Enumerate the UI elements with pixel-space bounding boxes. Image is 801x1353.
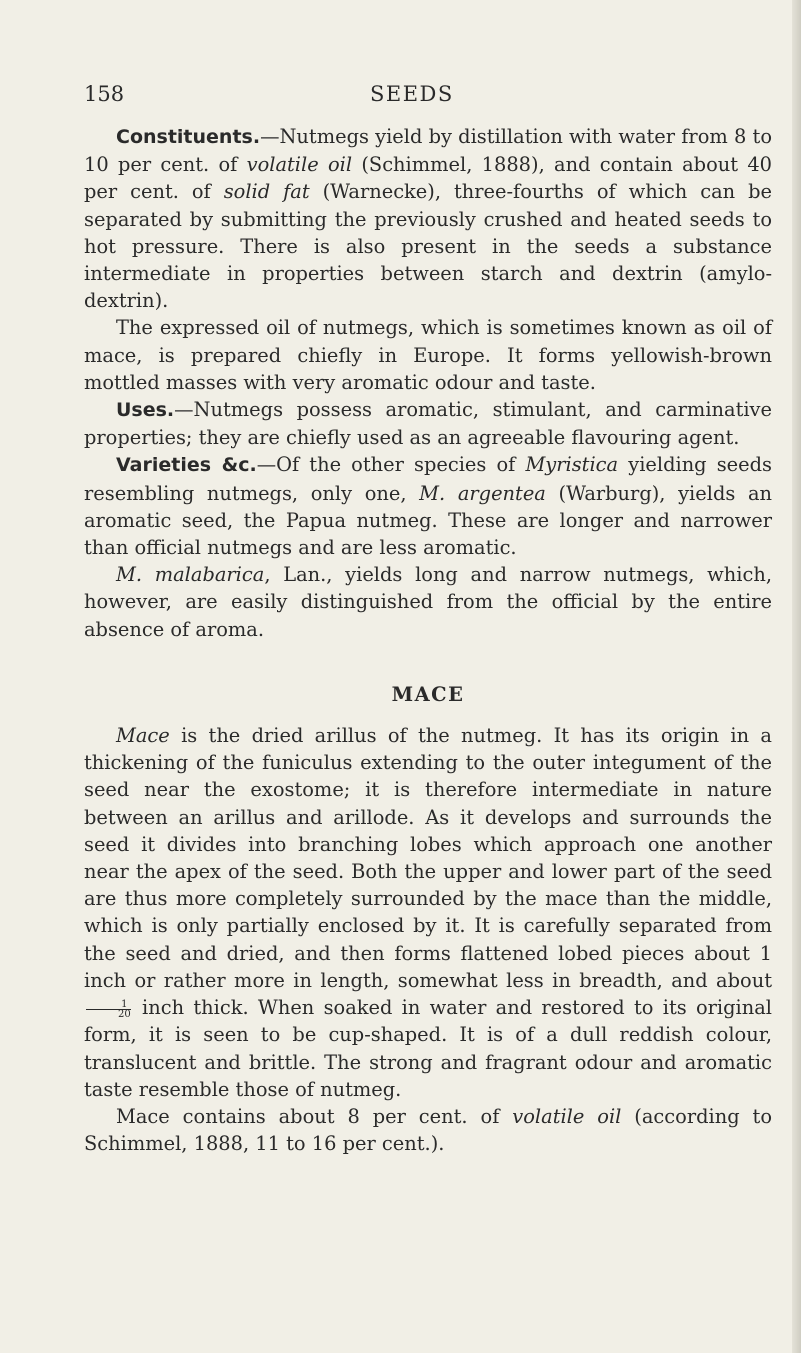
constituents-paragraph: Constituents.—Nutmegs yield by distillation with water from 8 to 10 per cent. of volatile oil (Schimmel, 1888), and contain about 40 per cent. of solid fat (Warnecke), three-fourths of which can be separated by submitting the previously crushed and heated seeds to hot pressure. There is also present in the seeds a substance intermediate in properties between starch and dextrin (amylo-dextrin). [84,125,773,313]
varieties-paragraph: Varieties &c.—Of the other species of Myristica yielding seeds resembling nutmegs, only one, M. argentea (Warburg), yields an aromatic seed, the Papua nutmeg. These are longer and narrower than official nutmegs and are less aromatic. [84,453,772,560]
uses-heading: Uses. [116,399,175,422]
uses-paragraph: Uses.—Nutmegs possess aromatic, stimulant, and carminative properties; they are chiefly used as an agreeable flavouring agent. [84,398,772,450]
expressed-oil-paragraph: The expressed oil of nutmegs, which is sometimes known as oil of mace, is prepared chiefly in Europe. It forms yellowish-brown mottled masses with very aromatic odour and taste. [84,316,772,394]
page-number: 158 [84,82,125,106]
constituents-heading: Constituents. [116,126,261,148]
mace-oil-paragraph: Mace contains about 8 per cent. of volatile oil (according to Schimmel, 1888, 11 to 16 per cent.). [84,1104,772,1156]
running-head: SEEDS [370,82,454,106]
mace-description-paragraph: Mace is the dried arillus of the nutmeg. It has its origin in a thickening of the funiculus extending to the outer integument of the seed near the exostome; it is therefore intermediate in nature between an arillus and arillode. As it develops and surrounds the seed it divides into branching lobes which approach one another near the apex of the seed. Both the upper and lower part of the seed are thus more completely surrounded by the mace than the middle, which is only partially enclosed by it. It is carefully separated from the seed and dried, and then forms flattened lobed pieces about 1 inch or rather more in length, somewhat less in breadth, and about $\frac{1}{20}$ inch thick. When soaked in water and restored to its original form, it is seen to be cup-shaped. It is of a dull reddish colour, translucent and brittle. The strong and fragrant odour and aromatic taste resemble those of nutmeg. [84,724,772,1101]
varieties-heading: Varieties &c. [116,454,257,477]
thickness-fraction: $\frac{1}{20}$ [86,1000,131,1019]
page-header [0,82,801,112]
page-body [84,123,772,1157]
malabarica-paragraph: M. malabarica, Lan., yields long and narrow nutmegs, which, however, are easily distinguished from the official by the entire absence of aroma. [84,563,772,641]
mace-section-title: MACE [391,682,465,706]
page-edge [792,0,801,1353]
